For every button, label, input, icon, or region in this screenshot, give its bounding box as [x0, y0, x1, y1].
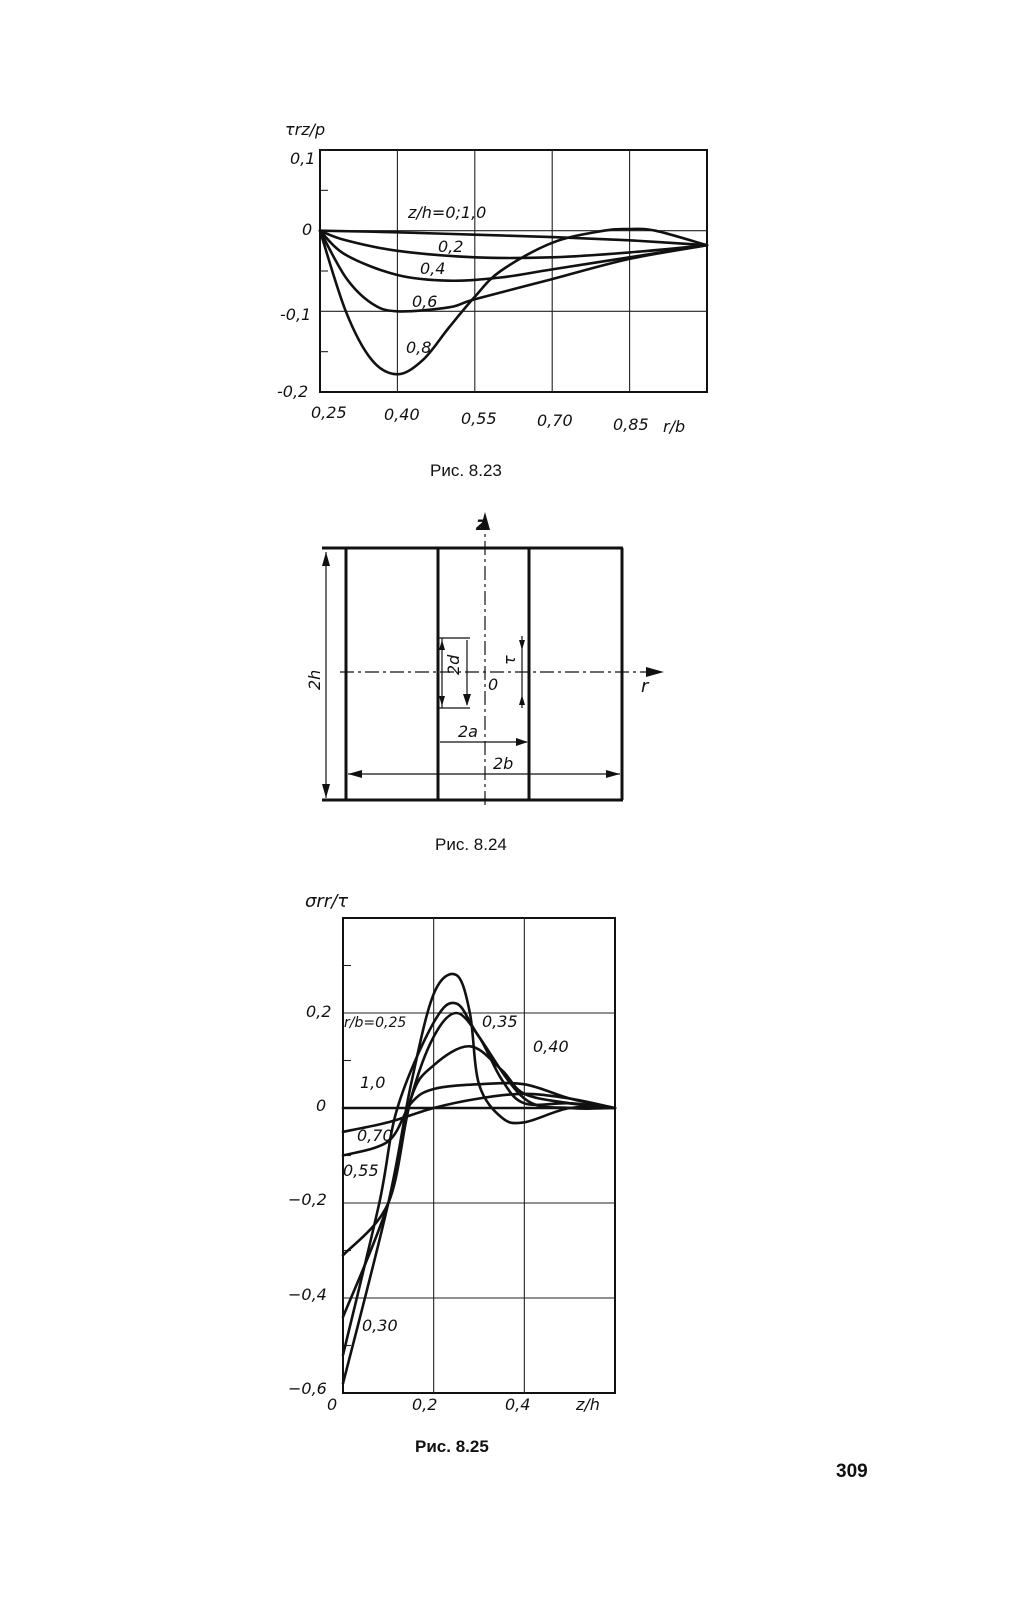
- x-axis-label: z/h: [576, 1395, 600, 1414]
- figure-8-23: [277, 120, 707, 480]
- y-tick-label: −0,6: [288, 1379, 327, 1398]
- y-tick-label: 0,2: [306, 1002, 332, 1021]
- x-axis-label: r/b: [663, 417, 686, 436]
- curve-label: r/b=0,25: [344, 1015, 407, 1031]
- curve-label: 0,35: [482, 1012, 518, 1031]
- curve-label: 0,40: [533, 1037, 569, 1056]
- series-line: [320, 231, 707, 312]
- curve-label: 0,8: [406, 338, 432, 357]
- curve-label: 0,55: [343, 1161, 379, 1180]
- curve-label: 0,30: [362, 1316, 398, 1335]
- dimension-label-2b: 2b: [493, 754, 514, 773]
- x-tick-label: 0,55: [461, 409, 497, 428]
- x-tick-label: 0,70: [537, 411, 573, 430]
- curve-label: z/h=0;1,0: [408, 203, 487, 222]
- r-axis-arrow: [646, 667, 664, 677]
- series-line: [320, 231, 707, 246]
- curve-label: 0,4: [420, 259, 446, 278]
- x-tick-label: 0,4: [505, 1395, 531, 1414]
- curve-label: 0,70: [357, 1126, 393, 1145]
- dimension-arrows: [516, 738, 528, 746]
- y-tick-label: -0,2: [277, 382, 309, 401]
- y-tick-label: −0,4: [288, 1285, 327, 1304]
- figure-8-25: [288, 891, 615, 1456]
- r-axis-label: r: [641, 676, 649, 697]
- x-tick-label: 0,2: [412, 1395, 438, 1414]
- x-tick-label: 0,40: [384, 405, 420, 424]
- page-number: 309: [836, 1461, 868, 1482]
- curve-label: 0,2: [438, 237, 464, 256]
- dimension-label-2a: 2a: [458, 722, 478, 741]
- chart-series-group: [320, 229, 707, 374]
- plot-frame: [320, 150, 707, 392]
- curve-label: 0,6: [412, 292, 438, 311]
- z-axis-label: z: [476, 513, 488, 535]
- figure-caption: Рис. 8.23: [430, 461, 502, 480]
- origin-label: 0: [488, 675, 499, 694]
- figure-caption: Рис. 8.25: [415, 1437, 489, 1456]
- y-tick-label: -0,1: [280, 305, 312, 324]
- tau-label: τ: [500, 655, 519, 665]
- y-tick-label: −0,2: [288, 1190, 327, 1209]
- dimension-label-2d: 2d: [444, 654, 463, 675]
- series-line: [343, 1003, 615, 1355]
- figure-8-24: [305, 512, 664, 854]
- x-tick-label: 0: [327, 1395, 338, 1414]
- y-axis-label: σrr/τ: [305, 891, 349, 912]
- figure-caption: Рис. 8.24: [435, 835, 507, 854]
- x-tick-label: 0,85: [613, 415, 649, 434]
- y-tick-label: 0,1: [290, 149, 316, 168]
- dimension-arrows: [463, 694, 471, 706]
- curve-label: 1,0: [360, 1073, 386, 1092]
- chart-grid: [320, 150, 707, 392]
- y-tick-label: 0: [302, 220, 313, 239]
- y-axis-label: τrz/p: [285, 120, 326, 139]
- y-tick-label: 0: [316, 1096, 327, 1115]
- x-tick-label: 0,25: [311, 403, 347, 422]
- series-line: [343, 1013, 615, 1317]
- dimension-label-2h: 2h: [305, 669, 324, 690]
